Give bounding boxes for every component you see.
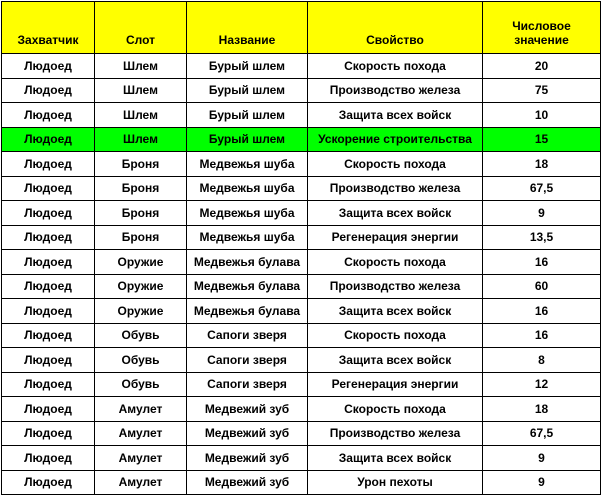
header-invader: Захватчик: [2, 2, 95, 54]
cell-value: 9: [483, 446, 601, 471]
cell-slot: Обувь: [95, 372, 187, 397]
table-row: [2, 446, 601, 471]
cell-name: Медвежья шуба: [187, 225, 308, 250]
cell-invader: Людоед: [2, 176, 95, 201]
cell-invader: Людоед: [2, 103, 95, 128]
table-header: [2, 2, 601, 54]
cell-property: Скорость похода: [308, 152, 483, 177]
cell-property: Регенерация энергии: [308, 225, 483, 250]
header-name: Название: [187, 2, 308, 54]
cell-slot: Оружие: [95, 299, 187, 324]
cell-property: Защита всех войск: [308, 299, 483, 324]
table-row: [2, 54, 601, 79]
cell-slot: Шлем: [95, 54, 187, 79]
cell-name: Сапоги зверя: [187, 323, 308, 348]
cell-property: Регенерация энергии: [308, 372, 483, 397]
header-value: [483, 2, 601, 54]
table-row: [2, 299, 601, 324]
table-row: [2, 152, 601, 177]
cell-property: Ускорение строительства: [308, 127, 483, 152]
cell-invader: Людоед: [2, 421, 95, 446]
cell-property: Производство железа: [308, 78, 483, 103]
cell-property: Скорость похода: [308, 323, 483, 348]
table-row: [2, 348, 601, 373]
cell-invader: Людоед: [2, 372, 95, 397]
cell-slot: Шлем: [95, 127, 187, 152]
header-row: [2, 2, 601, 54]
cell-property: Производство железа: [308, 421, 483, 446]
table-row: [2, 103, 601, 128]
cell-name: Медвежья шуба: [187, 176, 308, 201]
table-row: [2, 323, 601, 348]
cell-slot: Броня: [95, 225, 187, 250]
cell-slot: Обувь: [95, 348, 187, 373]
cell-invader: Людоед: [2, 225, 95, 250]
header-value-line1: Числовое: [512, 19, 571, 33]
cell-value: 18: [483, 397, 601, 422]
cell-slot: Амулет: [95, 421, 187, 446]
cell-value: 13,5: [483, 225, 601, 250]
table-row: [2, 78, 601, 103]
table-row: [2, 372, 601, 397]
table-row: [2, 397, 601, 422]
cell-property: Урон пехоты: [308, 470, 483, 495]
cell-property: Скорость похода: [308, 397, 483, 422]
items-table: [1, 1, 601, 495]
cell-value: 9: [483, 201, 601, 226]
cell-invader: Людоед: [2, 250, 95, 275]
cell-value: 8: [483, 348, 601, 373]
table-row: [2, 274, 601, 299]
cell-name: Медвежья шуба: [187, 152, 308, 177]
table-row: [2, 421, 601, 446]
cell-slot: Шлем: [95, 103, 187, 128]
cell-name: Бурый шлем: [187, 127, 308, 152]
cell-property: Защита всех войск: [308, 348, 483, 373]
cell-invader: Людоед: [2, 323, 95, 348]
cell-invader: Людоед: [2, 127, 95, 152]
cell-invader: Людоед: [2, 54, 95, 79]
table-body: [2, 54, 601, 495]
table-row: [2, 176, 601, 201]
cell-invader: Людоед: [2, 446, 95, 471]
cell-name: Медвежья шуба: [187, 201, 308, 226]
cell-value: 18: [483, 152, 601, 177]
cell-value: 67,5: [483, 421, 601, 446]
cell-value: 16: [483, 323, 601, 348]
cell-invader: Людоед: [2, 397, 95, 422]
cell-invader: Людоед: [2, 299, 95, 324]
cell-slot: Амулет: [95, 446, 187, 471]
cell-name: Бурый шлем: [187, 78, 308, 103]
cell-name: Медвежья булава: [187, 250, 308, 275]
cell-slot: Амулет: [95, 470, 187, 495]
cell-value: 16: [483, 299, 601, 324]
cell-value: 75: [483, 78, 601, 103]
cell-slot: Оружие: [95, 250, 187, 275]
cell-slot: Шлем: [95, 78, 187, 103]
cell-property: Производство железа: [308, 176, 483, 201]
cell-property: Защита всех войск: [308, 446, 483, 471]
table-row: [2, 250, 601, 275]
cell-invader: Людоед: [2, 470, 95, 495]
cell-slot: Броня: [95, 201, 187, 226]
cell-name: Сапоги зверя: [187, 348, 308, 373]
cell-value: 16: [483, 250, 601, 275]
cell-value: 67,5: [483, 176, 601, 201]
cell-slot: Оружие: [95, 274, 187, 299]
table-row: [2, 470, 601, 495]
cell-name: Медвежий зуб: [187, 446, 308, 471]
cell-slot: Броня: [95, 176, 187, 201]
cell-name: Бурый шлем: [187, 54, 308, 79]
cell-slot: Броня: [95, 152, 187, 177]
cell-value: 15: [483, 127, 601, 152]
cell-name: Бурый шлем: [187, 103, 308, 128]
cell-invader: Людоед: [2, 348, 95, 373]
cell-slot: Обувь: [95, 323, 187, 348]
header-slot: Слот: [95, 2, 187, 54]
cell-value: 60: [483, 274, 601, 299]
cell-invader: Людоед: [2, 201, 95, 226]
cell-property: Производство железа: [308, 274, 483, 299]
cell-property: Скорость похода: [308, 54, 483, 79]
cell-slot: Амулет: [95, 397, 187, 422]
cell-property: Скорость похода: [308, 250, 483, 275]
cell-value: 9: [483, 470, 601, 495]
cell-name: Медвежий зуб: [187, 470, 308, 495]
table-row: [2, 201, 601, 226]
cell-property: Защита всех войск: [308, 103, 483, 128]
cell-name: Сапоги зверя: [187, 372, 308, 397]
cell-value: 10: [483, 103, 601, 128]
cell-name: Медвежья булава: [187, 274, 308, 299]
table-row: [2, 127, 601, 152]
cell-name: Медвежья булава: [187, 299, 308, 324]
cell-invader: Людоед: [2, 274, 95, 299]
table-row: [2, 225, 601, 250]
cell-invader: Людоед: [2, 152, 95, 177]
cell-value: 20: [483, 54, 601, 79]
cell-name: Медвежий зуб: [187, 397, 308, 422]
cell-name: Медвежий зуб: [187, 421, 308, 446]
cell-value: 12: [483, 372, 601, 397]
header-value-line2: значение: [514, 33, 569, 47]
cell-property: Защита всех войск: [308, 201, 483, 226]
header-property: Свойство: [308, 2, 483, 54]
cell-invader: Людоед: [2, 78, 95, 103]
